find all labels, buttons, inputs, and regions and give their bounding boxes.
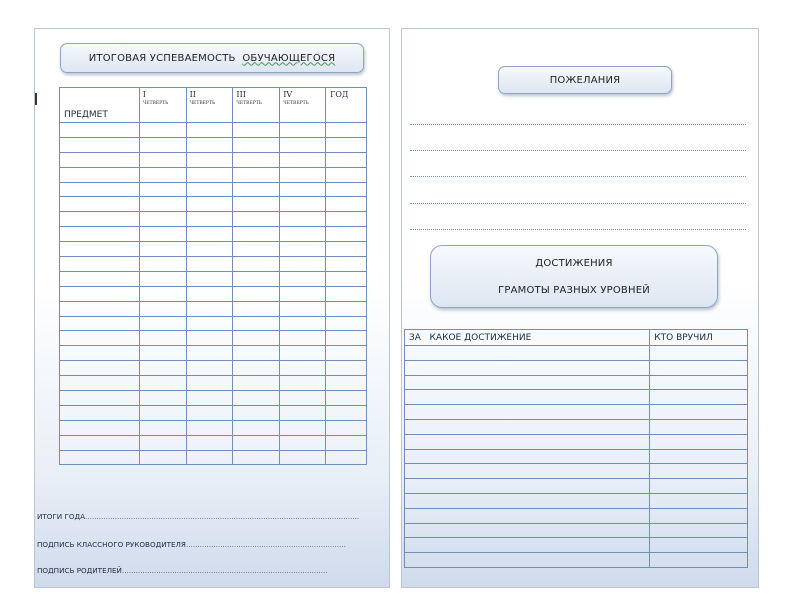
table-cell[interactable] xyxy=(326,316,367,331)
parents-signature-line[interactable]: ПОДПИСЬ РОДИТЕЛЕЙ.......................................................................................... xyxy=(37,566,328,575)
table-cell[interactable] xyxy=(280,271,326,286)
achievements-row xyxy=(405,346,748,361)
left-page xyxy=(34,28,390,588)
table-cell[interactable] xyxy=(139,257,186,272)
table-cell[interactable] xyxy=(280,450,326,465)
table-cell[interactable] xyxy=(405,553,650,568)
achievements-title: ДОСТИЖЕНИЯ xyxy=(535,257,613,269)
table-cell[interactable] xyxy=(139,212,186,227)
table-cell[interactable] xyxy=(60,450,140,465)
table-cell[interactable] xyxy=(139,450,186,465)
table-cell[interactable] xyxy=(650,464,748,479)
table-cell[interactable] xyxy=(280,405,326,420)
table-cell[interactable] xyxy=(233,391,280,406)
table-cell[interactable] xyxy=(186,197,233,212)
table-cell[interactable] xyxy=(60,152,140,167)
col-for-label: ЗА xyxy=(409,332,421,343)
grades-row xyxy=(60,346,367,361)
table-cell[interactable] xyxy=(186,286,233,301)
year-results-line[interactable]: ИТОГИ ГОДА........................................................................................................................ xyxy=(37,512,360,521)
table-cell[interactable] xyxy=(60,271,140,286)
table-cell[interactable] xyxy=(233,182,280,197)
table-cell[interactable] xyxy=(405,479,650,494)
grades-row xyxy=(60,450,367,465)
achievements-row xyxy=(405,523,748,538)
table-cell[interactable] xyxy=(650,508,748,523)
table-cell[interactable] xyxy=(405,405,650,420)
table-cell[interactable] xyxy=(139,405,186,420)
table-cell[interactable] xyxy=(326,212,367,227)
grades-table xyxy=(59,87,367,465)
grades-header-row xyxy=(60,88,367,123)
table-cell[interactable] xyxy=(405,434,650,449)
achievements-row xyxy=(405,360,748,375)
wishes-title: ПОЖЕЛАНИЯ xyxy=(498,66,672,94)
table-cell[interactable] xyxy=(326,361,367,376)
text-cursor-marker xyxy=(35,93,37,105)
table-cell[interactable] xyxy=(60,301,140,316)
table-cell[interactable] xyxy=(280,257,326,272)
achievements-subtitle: ГРАМОТЫ РАЗНЫХ УРОВНЕЙ xyxy=(498,284,650,296)
col-awarded-by: КТО ВРУЧИЛ xyxy=(650,330,748,346)
col-year: ГОД xyxy=(326,88,367,123)
grades-row xyxy=(60,286,367,301)
achievements-row xyxy=(405,553,748,568)
table-cell[interactable] xyxy=(139,331,186,346)
table-cell[interactable] xyxy=(60,331,140,346)
table-cell[interactable] xyxy=(139,361,186,376)
table-cell[interactable] xyxy=(650,553,748,568)
achievements-row xyxy=(405,449,748,464)
table-cell[interactable] xyxy=(326,242,367,257)
table-cell[interactable] xyxy=(186,435,233,450)
wishes-line[interactable] xyxy=(410,150,746,151)
table-cell[interactable] xyxy=(139,167,186,182)
table-cell[interactable] xyxy=(650,434,748,449)
table-cell[interactable] xyxy=(280,123,326,138)
table-cell[interactable] xyxy=(233,197,280,212)
grades-row xyxy=(60,152,367,167)
col-quarter-1 xyxy=(139,88,186,123)
table-cell[interactable] xyxy=(280,346,326,361)
grades-row xyxy=(60,242,367,257)
table-cell[interactable] xyxy=(650,360,748,375)
col-quarter-2 xyxy=(186,88,233,123)
table-cell[interactable] xyxy=(186,271,233,286)
table-cell[interactable] xyxy=(233,435,280,450)
table-cell[interactable] xyxy=(650,419,748,434)
table-cell[interactable] xyxy=(186,212,233,227)
table-cell[interactable] xyxy=(186,391,233,406)
table-cell[interactable] xyxy=(280,286,326,301)
table-cell[interactable] xyxy=(139,123,186,138)
table-cell[interactable] xyxy=(186,137,233,152)
grades-row xyxy=(60,227,367,242)
achievements-row xyxy=(405,375,748,390)
table-cell[interactable] xyxy=(60,257,140,272)
table-cell[interactable] xyxy=(233,376,280,391)
table-cell[interactable] xyxy=(139,227,186,242)
table-cell[interactable] xyxy=(139,152,186,167)
table-cell[interactable] xyxy=(405,493,650,508)
table-cell[interactable] xyxy=(139,197,186,212)
table-cell[interactable] xyxy=(650,405,748,420)
table-cell[interactable] xyxy=(139,301,186,316)
table-cell[interactable] xyxy=(650,390,748,405)
table-cell[interactable] xyxy=(326,167,367,182)
table-cell[interactable] xyxy=(280,391,326,406)
achievements-table xyxy=(404,329,748,568)
table-cell[interactable] xyxy=(233,346,280,361)
table-cell[interactable] xyxy=(233,227,280,242)
table-cell[interactable] xyxy=(139,346,186,361)
table-cell[interactable] xyxy=(60,361,140,376)
table-cell[interactable] xyxy=(186,331,233,346)
table-cell[interactable] xyxy=(186,316,233,331)
table-cell[interactable] xyxy=(233,450,280,465)
table-cell[interactable] xyxy=(326,123,367,138)
achievements-row xyxy=(405,538,748,553)
grades-row xyxy=(60,391,367,406)
table-cell[interactable] xyxy=(60,435,140,450)
table-cell[interactable] xyxy=(233,167,280,182)
table-cell[interactable] xyxy=(186,450,233,465)
table-cell[interactable] xyxy=(326,405,367,420)
table-cell[interactable] xyxy=(60,182,140,197)
table-cell[interactable] xyxy=(233,301,280,316)
table-cell[interactable] xyxy=(405,360,650,375)
table-cell[interactable] xyxy=(326,182,367,197)
grades-row xyxy=(60,197,367,212)
wishes-line[interactable] xyxy=(410,124,746,125)
table-cell[interactable] xyxy=(405,508,650,523)
table-cell[interactable] xyxy=(139,391,186,406)
table-cell[interactable] xyxy=(139,137,186,152)
table-cell[interactable] xyxy=(60,227,140,242)
grades-row xyxy=(60,167,367,182)
achievements-row xyxy=(405,405,748,420)
table-cell[interactable] xyxy=(326,435,367,450)
table-cell[interactable] xyxy=(233,137,280,152)
table-cell[interactable] xyxy=(60,137,140,152)
table-cell[interactable] xyxy=(139,271,186,286)
table-cell[interactable] xyxy=(186,123,233,138)
table-cell[interactable] xyxy=(280,182,326,197)
table-cell[interactable] xyxy=(60,376,140,391)
table-cell[interactable] xyxy=(233,257,280,272)
table-cell[interactable] xyxy=(186,257,233,272)
table-cell[interactable] xyxy=(186,361,233,376)
grades-title-part1: ИТОГОВАЯ УСПЕВАЕМОСТЬ xyxy=(88,52,236,64)
grades-row xyxy=(60,316,367,331)
table-cell[interactable] xyxy=(326,286,367,301)
achievements-title-box xyxy=(430,245,718,308)
table-cell[interactable] xyxy=(326,376,367,391)
table-cell[interactable] xyxy=(326,197,367,212)
table-cell[interactable] xyxy=(60,197,140,212)
table-cell[interactable] xyxy=(60,405,140,420)
table-cell[interactable] xyxy=(405,346,650,361)
table-cell[interactable] xyxy=(60,123,140,138)
table-cell[interactable] xyxy=(280,152,326,167)
col-what-label: КАКОЕ ДОСТИЖЕНИЕ xyxy=(429,332,532,343)
achievements-header-row xyxy=(405,330,748,346)
table-cell[interactable] xyxy=(186,301,233,316)
table-cell[interactable] xyxy=(139,286,186,301)
teacher-signature-line[interactable]: ПОДПИСЬ КЛАССНОГО РУКОВОДИТЕЛЯ...................................................................... xyxy=(37,540,346,549)
table-cell[interactable] xyxy=(233,242,280,257)
table-cell[interactable] xyxy=(233,123,280,138)
table-cell[interactable] xyxy=(280,242,326,257)
grades-row xyxy=(60,271,367,286)
table-cell[interactable] xyxy=(405,538,650,553)
quarter-4-word: ЧЕТВЕРТЬ xyxy=(283,101,309,106)
table-cell[interactable] xyxy=(280,167,326,182)
table-cell[interactable] xyxy=(326,257,367,272)
grades-row xyxy=(60,435,367,450)
table-cell[interactable] xyxy=(326,331,367,346)
wishes-line[interactable] xyxy=(410,176,746,177)
table-cell[interactable] xyxy=(326,346,367,361)
table-cell[interactable] xyxy=(326,227,367,242)
table-cell[interactable] xyxy=(186,167,233,182)
table-cell[interactable] xyxy=(280,420,326,435)
table-cell[interactable] xyxy=(186,152,233,167)
achievements-row xyxy=(405,493,748,508)
table-cell[interactable] xyxy=(233,405,280,420)
grades-row xyxy=(60,331,367,346)
wishes-line[interactable] xyxy=(410,203,746,204)
table-cell[interactable] xyxy=(405,449,650,464)
quarter-3-numeral: III xyxy=(236,90,246,99)
table-cell[interactable] xyxy=(280,331,326,346)
table-cell[interactable] xyxy=(650,523,748,538)
table-cell[interactable] xyxy=(233,420,280,435)
table-cell[interactable] xyxy=(280,197,326,212)
table-cell[interactable] xyxy=(650,538,748,553)
table-cell[interactable] xyxy=(186,227,233,242)
table-cell[interactable] xyxy=(139,420,186,435)
table-cell[interactable] xyxy=(326,391,367,406)
table-cell[interactable] xyxy=(60,391,140,406)
table-cell[interactable] xyxy=(139,376,186,391)
table-cell[interactable] xyxy=(280,227,326,242)
grades-row xyxy=(60,123,367,138)
grades-row xyxy=(60,301,367,316)
table-cell[interactable] xyxy=(139,435,186,450)
table-cell[interactable] xyxy=(280,435,326,450)
achievements-row xyxy=(405,479,748,494)
table-cell[interactable] xyxy=(280,376,326,391)
grades-row xyxy=(60,376,367,391)
table-cell[interactable] xyxy=(650,375,748,390)
table-cell[interactable] xyxy=(186,376,233,391)
quarter-3-word: ЧЕТВЕРТЬ xyxy=(236,101,262,106)
table-cell[interactable] xyxy=(186,242,233,257)
table-cell[interactable] xyxy=(60,316,140,331)
table-cell[interactable] xyxy=(139,316,186,331)
table-cell[interactable] xyxy=(186,420,233,435)
table-cell[interactable] xyxy=(186,346,233,361)
col-quarter-3 xyxy=(233,88,280,123)
table-cell[interactable] xyxy=(139,182,186,197)
table-cell[interactable] xyxy=(233,331,280,346)
grades-row xyxy=(60,420,367,435)
table-cell[interactable] xyxy=(405,523,650,538)
col-quarter-4 xyxy=(280,88,326,123)
table-cell[interactable] xyxy=(233,152,280,167)
table-cell[interactable] xyxy=(233,361,280,376)
table-cell[interactable] xyxy=(280,212,326,227)
table-cell[interactable] xyxy=(326,450,367,465)
grades-title xyxy=(60,43,364,73)
col-achievement xyxy=(405,330,650,346)
table-cell[interactable] xyxy=(233,212,280,227)
table-cell[interactable] xyxy=(405,464,650,479)
table-cell[interactable] xyxy=(326,137,367,152)
achievements-body xyxy=(405,346,748,568)
table-cell[interactable] xyxy=(326,271,367,286)
table-cell[interactable] xyxy=(280,316,326,331)
table-cell[interactable] xyxy=(186,405,233,420)
table-cell[interactable] xyxy=(60,212,140,227)
table-cell[interactable] xyxy=(60,286,140,301)
table-cell[interactable] xyxy=(280,137,326,152)
table-cell[interactable] xyxy=(405,419,650,434)
table-cell[interactable] xyxy=(139,242,186,257)
table-cell[interactable] xyxy=(650,449,748,464)
teacher-signature-label: ПОДПИСЬ КЛАССНОГО РУКОВОДИТЕЛЯ xyxy=(37,540,186,549)
grades-row xyxy=(60,212,367,227)
grades-body xyxy=(60,123,367,465)
col-subject: ПРЕДМЕТ xyxy=(60,88,140,123)
achievements-row xyxy=(405,434,748,449)
achievements-row xyxy=(405,390,748,405)
wishes-line[interactable] xyxy=(410,229,746,230)
table-cell[interactable] xyxy=(233,316,280,331)
quarter-4-numeral: IV xyxy=(283,90,293,99)
right-page xyxy=(401,28,759,588)
achievements-row xyxy=(405,419,748,434)
table-cell[interactable] xyxy=(326,152,367,167)
parents-signature-label: ПОДПИСЬ РОДИТЕЛЕЙ xyxy=(37,566,122,575)
achievements-row xyxy=(405,464,748,479)
achievements-row xyxy=(405,508,748,523)
year-results-label: ИТОГИ ГОДА xyxy=(37,512,86,521)
grades-row xyxy=(60,137,367,152)
table-cell[interactable] xyxy=(186,182,233,197)
quarter-1-numeral: I xyxy=(142,90,146,99)
quarter-1-word: ЧЕТВЕРТЬ xyxy=(142,101,169,106)
table-cell[interactable] xyxy=(233,286,280,301)
table-cell[interactable] xyxy=(60,167,140,182)
table-cell[interactable] xyxy=(405,375,650,390)
grades-row xyxy=(60,257,367,272)
grades-row xyxy=(60,182,367,197)
table-cell[interactable] xyxy=(405,390,650,405)
grades-row xyxy=(60,361,367,376)
quarter-2-numeral: II xyxy=(189,90,196,99)
table-cell[interactable] xyxy=(280,361,326,376)
table-cell[interactable] xyxy=(650,479,748,494)
table-cell[interactable] xyxy=(233,271,280,286)
table-cell[interactable] xyxy=(650,346,748,361)
grades-title-part2: ОБУЧАЮЩЕГОСЯ xyxy=(242,52,336,64)
table-cell[interactable] xyxy=(650,493,748,508)
table-cell[interactable] xyxy=(60,346,140,361)
quarter-2-word: ЧЕТВЕРТЬ xyxy=(189,101,215,106)
grades-row xyxy=(60,405,367,420)
table-cell[interactable] xyxy=(280,301,326,316)
table-cell[interactable] xyxy=(60,242,140,257)
table-cell[interactable] xyxy=(60,420,140,435)
table-cell[interactable] xyxy=(326,420,367,435)
table-cell[interactable] xyxy=(326,301,367,316)
